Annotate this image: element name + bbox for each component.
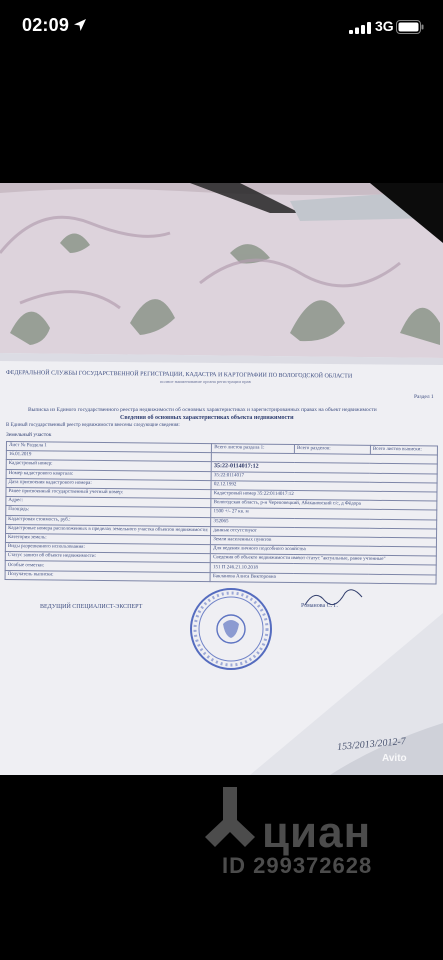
table-label-cell: Дата присвоения кадастрового номера: bbox=[6, 478, 211, 489]
table-value-cell: Сведения об объекте недвижимости имеют статус "актуальные, ранее учтенные" bbox=[211, 554, 437, 566]
handwritten-note: 153/2013/2012-7 bbox=[336, 736, 407, 753]
location-arrow-icon bbox=[73, 18, 87, 32]
listing-id: ID 299372628 bbox=[222, 853, 373, 878]
table-label-cell: Кадастровый номер: bbox=[6, 460, 211, 471]
table-label-cell: Категория земель: bbox=[5, 533, 210, 544]
table-label-cell: Виды разрешенного использования: bbox=[5, 543, 210, 554]
table-value-cell: Для ведения личного подсобного хозяйства bbox=[211, 545, 437, 557]
document-header: ФЕДЕРАЛЬНОЙ СЛУЖБЫ ГОСУДАРСТВЕННОЙ РЕГИСТРАЦИИ, КАДАСТРА И КАРТОГРАФИИ ПО ВОЛОГОДСКОЙ ОБЛАСТИ bbox=[5, 370, 353, 380]
document-object-kind: Земельный участок bbox=[6, 432, 52, 438]
document-title: Выписка из Единого государственного реестра недвижимости об основных характеристиках и зарегистрированных правах на объект недвижимости bbox=[28, 407, 377, 413]
table-value-cell: 1500 +/- 27 кв. м bbox=[211, 508, 437, 520]
table-value-cell: 35:22:0114017 bbox=[211, 471, 437, 483]
table-value-cell: данные отсутствуют bbox=[211, 526, 437, 538]
clock: 02:09 bbox=[22, 15, 70, 35]
table-cell: Всего листов раздела 1: bbox=[212, 444, 295, 454]
table-value-cell: 02.12.1992 bbox=[211, 480, 437, 492]
table-label-cell: 16.01.2019 bbox=[6, 451, 211, 462]
table-value-cell: Бакланова Алиса Викторовна bbox=[210, 572, 436, 584]
signer-position: ВЕДУЩИЙ СПЕЦИАЛИСТ-ЭКСПЕРТ bbox=[40, 604, 143, 610]
table-value-cell: 352065 bbox=[211, 517, 437, 529]
official-stamp-icon bbox=[188, 586, 274, 672]
avito-watermark: Avito bbox=[382, 753, 407, 764]
table-label-cell: Адрес: bbox=[6, 497, 211, 508]
table-value-cell: Кадастровый номер 35:22:0114017:12 bbox=[211, 490, 437, 502]
battery-icon bbox=[396, 20, 424, 34]
table-label-cell: Номер кадастрового квартала: bbox=[6, 469, 211, 480]
document-table bbox=[5, 441, 438, 584]
table-value-cell: 35:22-0114017:12 bbox=[211, 462, 437, 474]
table-label-cell: Кадастровая стоимость, руб.: bbox=[6, 515, 211, 526]
table-cell: Всего листов выписки: bbox=[370, 445, 437, 455]
table-label-cell: Площадь: bbox=[6, 506, 211, 517]
signer-name: Романова С. Г. bbox=[301, 603, 338, 609]
table-label-cell: Особые отметки: bbox=[5, 561, 210, 572]
document-section-label: Раздел 1 bbox=[414, 394, 434, 400]
table-label-cell: Статус записи об объекте недвижимости: bbox=[5, 552, 210, 563]
status-bar bbox=[0, 0, 443, 52]
table-label-cell: Кадастровые номера расположенных в пределах земельного участка объектов недвижимости: bbox=[6, 524, 211, 535]
table-value-cell: Вологодская область, р-н Череповецкий, Абакановский с/с, д Фёдора bbox=[211, 499, 437, 511]
table-cell: Всего разделов: bbox=[294, 445, 370, 455]
document-subheader: полное наименование органа регистрации прав bbox=[160, 379, 251, 384]
table-value-cell: Земли населенных пунктов bbox=[211, 536, 437, 548]
table-label-cell: Получатель выписки: bbox=[5, 570, 210, 581]
table-label-cell: Ранее присвоенный государственный учетный номер: bbox=[6, 487, 211, 498]
network-type: 3G bbox=[375, 18, 394, 34]
document-title-bold: Сведения об основных характеристиках объекта недвижимости bbox=[120, 415, 294, 421]
table-value-cell: 151 П 246.21.10.2018 bbox=[210, 563, 436, 575]
document-photo[interactable] bbox=[0, 183, 443, 775]
cian-brand-text: циан bbox=[262, 808, 372, 857]
document-intro: В Единый государственный реестр недвижимости внесены следующие сведения: bbox=[6, 423, 180, 428]
cellular-signal-icon bbox=[349, 22, 371, 34]
table-cell: Лист № Раздела 1 bbox=[6, 442, 211, 453]
